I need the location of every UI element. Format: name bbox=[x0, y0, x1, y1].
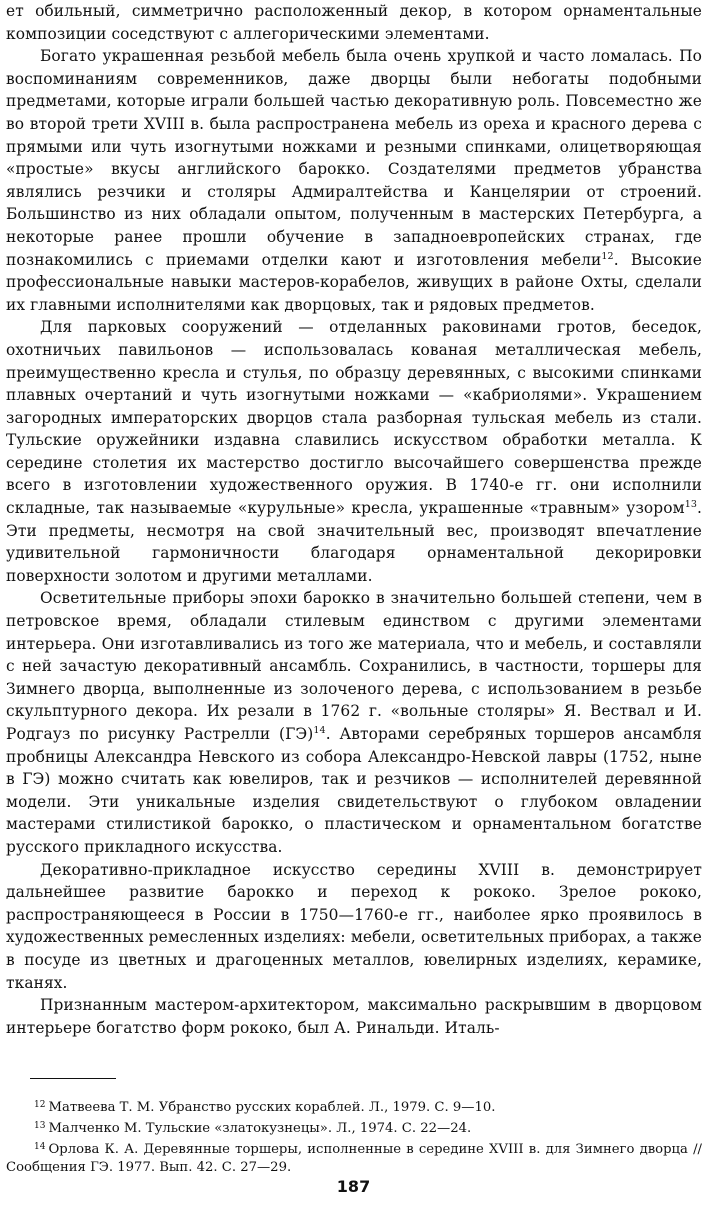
footnote-divider bbox=[30, 1078, 116, 1079]
paragraph-2: Богато украшенная резьбой мебель была очень хрупкой и часто ломалась. По воспоминаниям современников, даже дворцы были небогаты подобными предметами, которые играли большей частью декоративную роль. Повсеместно же во второй трети XVIII в. была распространена мебель из ореха и красного дерева с прямыми или чуть изогнутыми ножками и резными спинками, олицетворяющая «простые» вкусы английского барокко. Создателями предметов убранства являлись резчики и столяры Адмиралтейства и Канцелярии от строений. Большинство из них обладали опытом, полученным в мастерских Петербурга, а некоторые ранее прошли обучение в западноевропейских странах, где познакомились с приемами отделки кают и изготовления мебели$^{12}$. Высокие профессиональные навыки мастеров-корабелов, живущих в районе Охты, сделали их главными исполнителями как дворцовых, так и рядовых предметов. bbox=[6, 47, 702, 314]
footnote-14: $^{14}$ Орлова К. А. Деревянные торшеры, исполненные в середине XVIII в. для Зимнего дворца // Сообщения ГЭ. 1977. Вып. 42. С. 27—29. bbox=[6, 1142, 702, 1175]
paragraph-1: ет обильный, симметрично расположенный декор, в котором орнаментальные композиции соседствуют с аллегорическими элементами. bbox=[6, 2, 702, 43]
paragraph-3: Для парковых сооружений — отделанных раковинами гротов, беседок, охотничьих павильонов — использовалась кованая металлическая мебель, преимущественно кресла и стулья, по образцу деревянных, с высокими спинками плавных очертаний и чуть изогнутыми ножками — «кабриолями». Украшением загородных императорских дворцов стала разборная тульская мебель из стали. Тульские оружейники издавна славились искусством обработки металла. К середине столетия их мастерство достигло высочайшего совершенства прежде всего в изготовлении художественного оружия. В 1740-е гг. они исполнили складные, так называемые «курульные» кресла, украшенные «травным» узором$^{13}$. Эти предметы, несмотря на свой значительный вес, производят впечатление удивительной гармоничности благодаря орнаментальной декорировки поверхности золотом и другими металлами. bbox=[6, 318, 702, 585]
body-text bbox=[6, 0, 702, 1039]
page-number: 187 bbox=[336, 1177, 371, 1196]
footnotes bbox=[6, 1096, 702, 1177]
paragraph-6: Признанным мастером-архитектором, максимально раскрывшим в дворцовом интерьере богатство форм рококо, был А. Ринальди. Италь- bbox=[6, 996, 702, 1037]
footnote-12: $^{12}$ Матвеева Т. М. Убранство русских кораблей. Л., 1979. С. 9—10. bbox=[34, 1100, 496, 1115]
footnote-13: $^{13}$ Малченко М. Тульские «златокузнецы». Л., 1974. С. 22—24. bbox=[34, 1121, 472, 1136]
footnote-ref-14: 14 bbox=[313, 725, 326, 736]
footnote-ref-12: 12 bbox=[601, 250, 614, 262]
paragraph-5: Декоративно-прикладное искусство середины XVIII в. демонстрирует дальнейшее развитие барокко и переход к рококо. Зрелое рококо, распространяющееся в России в 1750—1760-е гг., наиболее ярко проявилось в художественных ремесленных изделиях: мебели, осветительных приборах, а также в посуде из цветных и драгоценных металлов, ювелирных изделиях, керамике, тканях. bbox=[6, 860, 702, 992]
paragraph-4: Осветительные приборы эпохи барокко в значительно большей степени, чем в петровское время, обладали стилевым единством с другими элементами интерьера. Они изготавливались из того же материала, что и мебель, и составляли с ней зачастую декоративный ансамбль. Сохранились, в частности, торшеры для Зимнего дворца, выполненные из золоченого дерева, с использованием в резьбе скульптурного декора. Их резали в 1762 г. «вольные столяры» Я. Веcтвал и И. Родгауз по рисунку Растрелли (ГЭ)$^{14}$. Авторами серебряных торшеров ансамбля пробницы Александра Невского из собора Александро-Невской лавры (1752, ныне в ГЭ) можно считать как ювелиров, так и резчиков — исполнителей деревянной модели. Эти уникальные изделия свидетельствуют о глубоком овладении мастерами стилистикой барокко, о пластическом и орнаментальном богатстве русского прикладного искусства. bbox=[6, 589, 702, 856]
footnote-ref-13: 13 bbox=[684, 499, 697, 511]
